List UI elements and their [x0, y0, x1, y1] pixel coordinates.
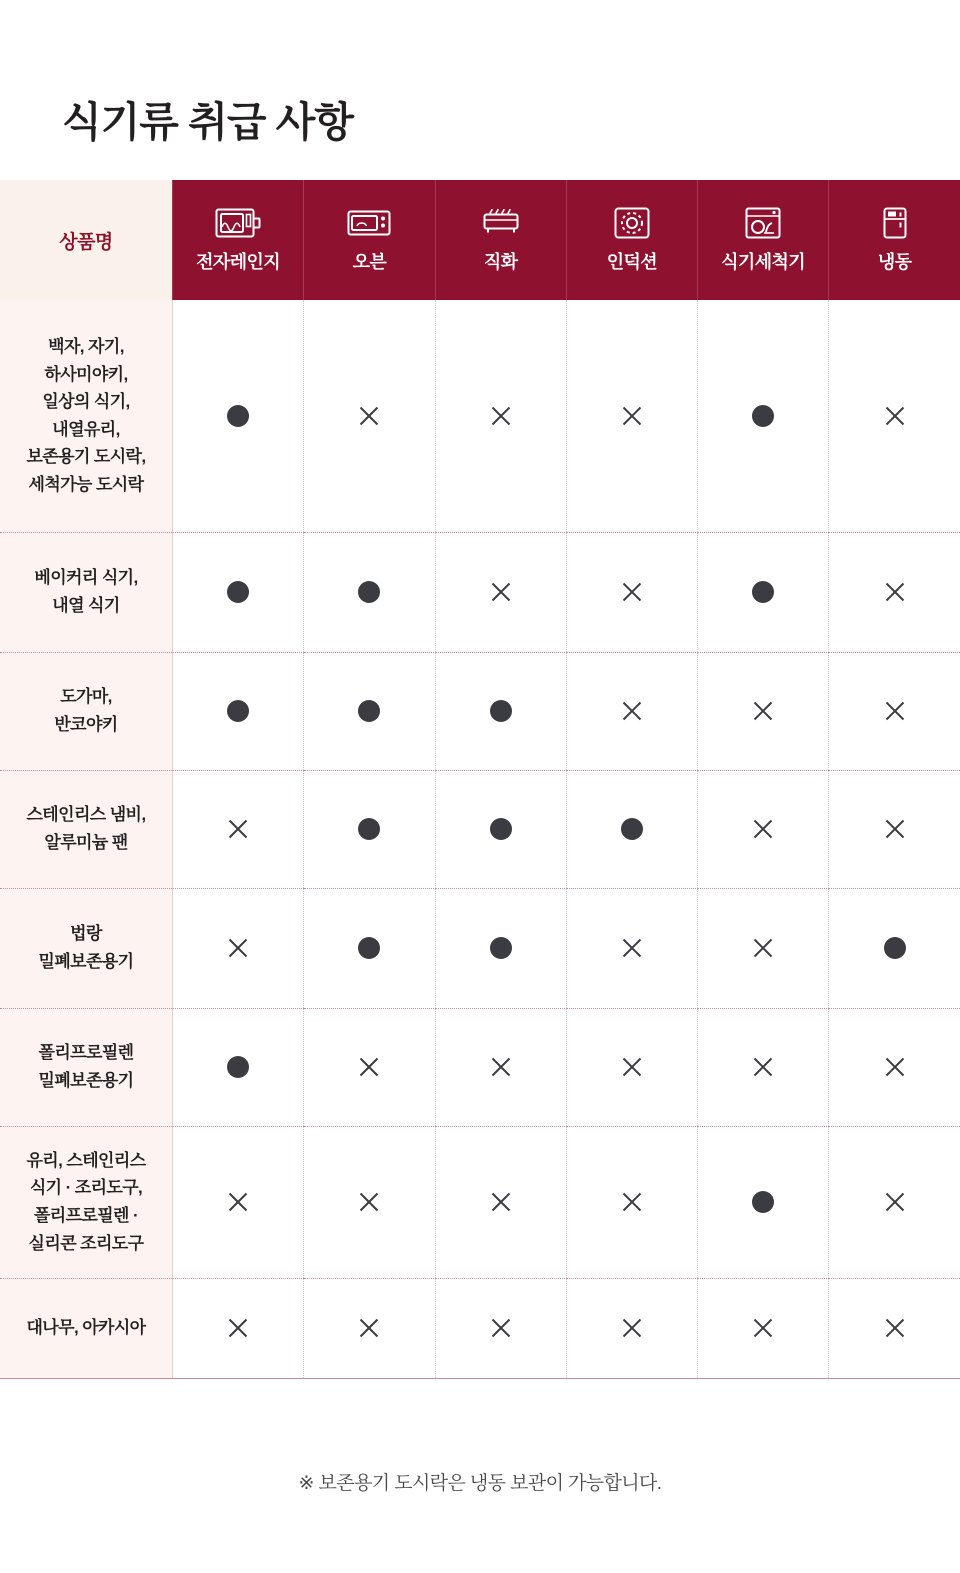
cell-mark	[698, 888, 829, 1008]
cell-mark	[566, 300, 697, 532]
cell-mark	[566, 652, 697, 770]
cell-mark	[304, 532, 435, 652]
column-header-induction-label: 인덕션	[606, 252, 658, 272]
column-header-direct-flame-label: 직화	[483, 252, 518, 272]
cell-mark	[304, 1278, 435, 1378]
mark-cross-icon	[357, 1316, 381, 1340]
mark-cross-icon	[620, 580, 644, 604]
mark-cross-icon	[883, 1316, 907, 1340]
mark-cross-icon	[489, 1316, 513, 1340]
mark-cross-icon	[357, 404, 381, 428]
column-header-direct-flame	[435, 180, 566, 300]
page-title: 식기류 취급 사항	[62, 99, 354, 146]
cell-mark	[173, 300, 304, 532]
row-label: 유리, 스테인리스 식기 · 조리도구, 폴리프로필렌 · 실리콘 조리도구	[0, 1126, 173, 1278]
cell-mark	[566, 1008, 697, 1126]
mark-cross-icon	[357, 1190, 381, 1214]
mark-cross-icon	[751, 1316, 775, 1340]
microwave-icon	[215, 206, 261, 240]
table-row	[0, 888, 960, 1008]
mark-circle-icon	[227, 700, 249, 722]
cell-mark	[698, 1278, 829, 1378]
cell-mark	[173, 1126, 304, 1278]
mark-cross-icon	[489, 580, 513, 604]
mark-cross-icon	[751, 936, 775, 960]
cell-mark	[435, 1008, 566, 1126]
dishwasher-icon	[744, 206, 782, 240]
cell-mark	[435, 1126, 566, 1278]
cell-mark	[829, 532, 960, 652]
column-header-microwave-label: 전자레인지	[196, 252, 281, 272]
cell-mark	[435, 532, 566, 652]
mark-cross-icon	[620, 1190, 644, 1214]
cell-mark	[698, 1008, 829, 1126]
cell-mark	[829, 1008, 960, 1126]
mark-cross-icon	[620, 936, 644, 960]
row-label: 법랑 밀폐보존용기	[0, 888, 173, 1008]
mark-cross-icon	[226, 936, 250, 960]
cell-mark	[698, 532, 829, 652]
cell-mark	[829, 888, 960, 1008]
cell-mark	[304, 770, 435, 888]
cell-mark	[566, 1126, 697, 1278]
cell-mark	[566, 1278, 697, 1378]
mark-cross-icon	[620, 1316, 644, 1340]
cell-mark	[435, 888, 566, 1008]
mark-cross-icon	[751, 817, 775, 841]
cell-mark	[173, 770, 304, 888]
mark-cross-icon	[883, 404, 907, 428]
column-header-oven-label: 오븐	[352, 252, 387, 272]
table-row	[0, 1008, 960, 1126]
column-header-dishwasher-label: 식기세척기	[721, 252, 806, 272]
mark-circle-icon	[490, 937, 512, 959]
cell-mark	[698, 1126, 829, 1278]
mark-cross-icon	[620, 1055, 644, 1079]
cell-mark	[435, 300, 566, 532]
mark-circle-icon	[227, 405, 249, 427]
row-label: 폴리프로필렌 밀폐보존용기	[0, 1008, 173, 1126]
column-header-product-name: 상품명	[0, 180, 173, 300]
cell-mark	[829, 652, 960, 770]
mark-cross-icon	[226, 1316, 250, 1340]
cell-mark	[698, 652, 829, 770]
mark-circle-icon	[358, 700, 380, 722]
cell-mark	[698, 300, 829, 532]
cell-mark	[566, 532, 697, 652]
mark-cross-icon	[620, 699, 644, 723]
mark-circle-icon	[358, 581, 380, 603]
cell-mark	[304, 1008, 435, 1126]
row-label: 스테인리스 냄비, 알루미늄 팬	[0, 770, 173, 888]
mark-cross-icon	[226, 817, 250, 841]
cell-mark	[566, 770, 697, 888]
footnote: ※ 보존용기 도시락은 냉동 보관이 가능합니다.	[298, 1473, 662, 1494]
cell-mark	[173, 532, 304, 652]
mark-cross-icon	[226, 1190, 250, 1214]
mark-circle-icon	[490, 818, 512, 840]
mark-circle-icon	[227, 1056, 249, 1078]
table-row	[0, 300, 960, 532]
table-body	[0, 300, 960, 1378]
column-header-dishwasher	[698, 180, 829, 300]
cell-mark	[829, 770, 960, 888]
column-header-oven	[304, 180, 435, 300]
column-header-freezer	[829, 180, 960, 300]
table-head	[0, 180, 960, 300]
cell-mark	[304, 300, 435, 532]
column-header-microwave	[173, 180, 304, 300]
row-label: 도가마, 반코야키	[0, 652, 173, 770]
mark-cross-icon	[883, 699, 907, 723]
row-label: 대나무, 아카시아	[0, 1278, 173, 1378]
cell-mark	[698, 770, 829, 888]
mark-cross-icon	[883, 1055, 907, 1079]
oven-icon	[346, 206, 392, 240]
mark-circle-icon	[227, 581, 249, 603]
cell-mark	[304, 652, 435, 770]
mark-circle-icon	[621, 818, 643, 840]
row-label: 베이커리 식기, 내열 식기	[0, 532, 173, 652]
row-label: 백자, 자기, 하사미야키, 일상의 식기, 내열유리, 보존용기 도시락, 세척가능 도시락	[0, 300, 173, 532]
cell-mark	[173, 888, 304, 1008]
cell-mark	[173, 652, 304, 770]
column-header-induction	[566, 180, 697, 300]
cell-mark	[566, 888, 697, 1008]
cell-mark	[173, 1008, 304, 1126]
mark-cross-icon	[883, 580, 907, 604]
mark-cross-icon	[489, 1190, 513, 1214]
cell-mark	[304, 888, 435, 1008]
table-row	[0, 770, 960, 888]
cell-mark	[435, 652, 566, 770]
cell-mark	[829, 1278, 960, 1378]
table-row	[0, 1126, 960, 1278]
table-row	[0, 532, 960, 652]
mark-circle-icon	[358, 818, 380, 840]
direct-flame-icon	[478, 206, 524, 240]
mark-circle-icon	[884, 937, 906, 959]
cell-mark	[304, 1126, 435, 1278]
induction-icon	[612, 206, 652, 240]
mark-cross-icon	[883, 1190, 907, 1214]
care-table	[0, 180, 960, 1379]
cell-mark	[829, 300, 960, 532]
mark-circle-icon	[490, 700, 512, 722]
table-header-row	[0, 180, 960, 300]
care-table-wrapper	[0, 180, 960, 1379]
cell-mark	[435, 1278, 566, 1378]
column-header-freezer-label: 냉동	[877, 252, 912, 272]
mark-circle-icon	[752, 581, 774, 603]
cell-mark	[435, 770, 566, 888]
mark-circle-icon	[358, 937, 380, 959]
mark-cross-icon	[620, 404, 644, 428]
mark-cross-icon	[357, 1055, 381, 1079]
mark-circle-icon	[752, 405, 774, 427]
mark-circle-icon	[752, 1191, 774, 1213]
mark-cross-icon	[489, 1055, 513, 1079]
table-row	[0, 1278, 960, 1378]
cell-mark	[173, 1278, 304, 1378]
mark-cross-icon	[883, 817, 907, 841]
table-row	[0, 652, 960, 770]
cell-mark	[829, 1126, 960, 1278]
mark-cross-icon	[751, 1055, 775, 1079]
freezer-icon	[880, 206, 910, 240]
mark-cross-icon	[489, 404, 513, 428]
mark-cross-icon	[751, 699, 775, 723]
